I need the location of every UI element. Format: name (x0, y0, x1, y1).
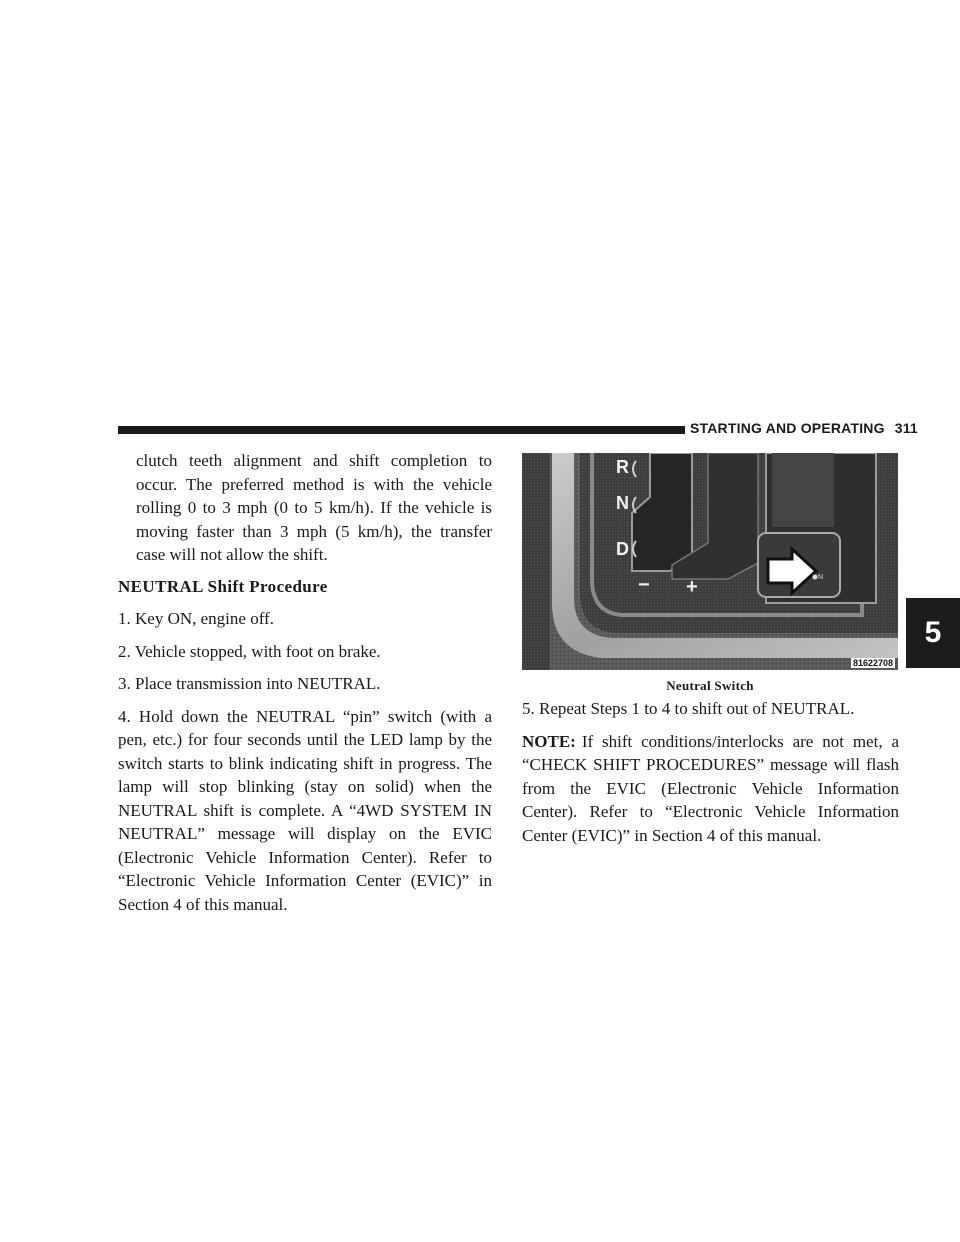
header-title: STARTING AND OPERATING (690, 420, 885, 436)
section-subheading: NEUTRAL Shift Procedure (118, 576, 328, 596)
note-text: If shift conditions/interlocks are not met, a “CHECK SHIFT PROCEDURES” message will flash from the EVIC (Electronic Vehicle Information Center). Refer to “Electronic Vehicle Information Center (EVIC)” in Section 4 of this manual. (522, 731, 899, 845)
gear-label-d: D (616, 539, 629, 559)
note-paragraph (522, 730, 899, 848)
minus-symbol: − (638, 574, 650, 596)
page-number: 311 (894, 420, 918, 436)
switch-label: N (818, 574, 824, 581)
step-5: 5. Repeat Steps 1 to 4 to shift out of NEUTRAL. (522, 699, 855, 718)
note-label: NOTE: (522, 731, 576, 751)
shifter-illustration (522, 453, 898, 670)
header-rule (118, 426, 685, 434)
gear-label-n: N (616, 493, 629, 513)
neutral-switch-figure (522, 453, 898, 670)
plus-symbol: + (686, 576, 698, 598)
right-column (522, 697, 899, 847)
step-1: 1. Key ON, engine off. (118, 609, 274, 628)
figure-id: 81622708 (852, 658, 893, 668)
figure-caption: Neutral Switch (666, 678, 754, 693)
gear-label-r: R (616, 457, 629, 477)
left-column (118, 449, 492, 925)
section-tab: 5 (906, 598, 960, 668)
step-4: 4. Hold down the NEUTRAL “pin” switch (with a pen, etc.) for four seconds until the LED lamp by the switch starts to blink indicating shift in progress. The lamp will stop blinking (stay on solid) when the NEUTRAL shift is complete. A “4WD SYSTEM IN NEUTRAL” message will display on the EVIC (Electronic Vehicle Information Center). Refer to “Electronic Vehicle Information Center (EVIC)” in Section 4 of this manual. (118, 706, 492, 914)
running-header (690, 420, 918, 436)
continuation-paragraph: clutch teeth alignment and shift completion to occur. The preferred method is with the vehicle rolling 0 to 3 mph (0 to 5 km/h). If the vehicle is moving faster than 3 mph (5 km/h), the transfer case will not allow the shift. (136, 451, 492, 564)
step-3: 3. Place transmission into NEUTRAL. (118, 674, 381, 693)
step-2: 2. Vehicle stopped, with foot on brake. (118, 641, 381, 661)
